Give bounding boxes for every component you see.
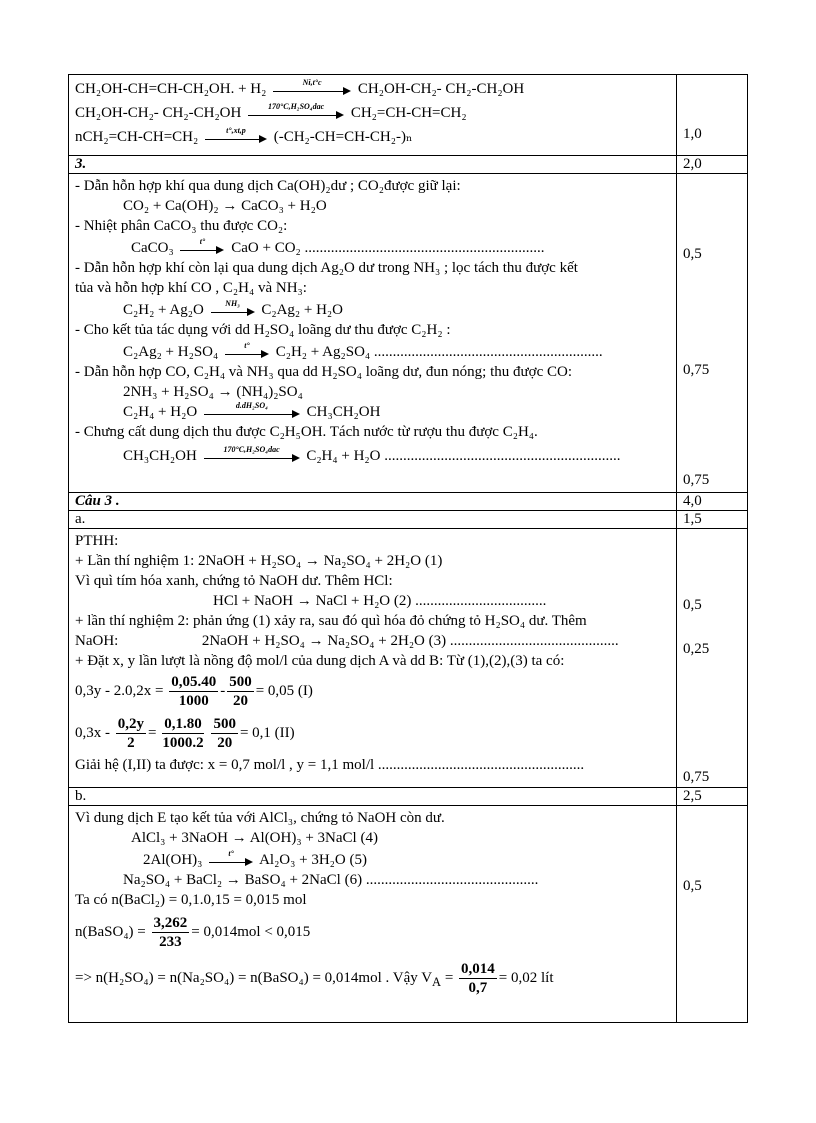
equation-line	[75, 342, 670, 362]
score-cell	[677, 529, 748, 788]
equation-text: = 0,05 (I)	[255, 683, 313, 699]
question-title: Câu 3 .	[75, 493, 120, 509]
product-text: C₂H₄ + H₂O ...............................................................	[306, 448, 621, 464]
content-cell	[69, 788, 677, 806]
equation-line	[75, 402, 670, 422]
equation-line	[75, 850, 670, 870]
fraction	[211, 715, 238, 752]
equation-text: n(BaSO₄) =	[75, 924, 146, 940]
score-cell	[677, 156, 748, 174]
reactant-text: CH₂OH-CH₂- CH₂-CH₂OH	[75, 105, 242, 121]
equation-line	[75, 711, 670, 755]
fraction	[152, 914, 190, 951]
table-row	[69, 156, 748, 174]
reactant-text: C₂Ag₂ + H₂SO₄	[123, 344, 219, 360]
content-cell	[69, 511, 677, 529]
numerator: 3,262	[153, 915, 188, 932]
equation-line: CO₂ + Ca(OH)₂ → CaCO₃ + H₂O	[123, 198, 327, 214]
text-line: + lần thí nghiệm 2: phản ứng (1) xảy ra, sau đó quì hóa đỏ chứng tỏ H₂SO₄ dư. Thêm	[75, 613, 587, 629]
numerator: 0,2y	[117, 716, 144, 733]
content-cell	[69, 75, 677, 156]
score-value: 1,0	[683, 125, 702, 142]
fraction	[459, 960, 497, 997]
table-row	[69, 174, 748, 493]
fraction	[227, 673, 254, 710]
part-title: a.	[75, 511, 86, 527]
equation-line	[75, 910, 670, 954]
reaction-arrow-icon	[211, 298, 255, 317]
reactant-text: C₂H₂ + Ag₂O	[123, 302, 204, 318]
score-value: 1,5	[683, 511, 702, 527]
fraction	[162, 715, 204, 752]
reaction-condition: NH₃	[225, 298, 240, 308]
reaction-arrow-icon	[248, 101, 344, 120]
table-row	[69, 788, 748, 806]
equation-line	[75, 954, 670, 1006]
reaction-condition: Ni,t°c	[302, 77, 322, 87]
section-title: 3.	[75, 156, 87, 172]
reactant-text: nCH₂=CH-CH=CH₂	[75, 129, 199, 145]
table-row	[69, 493, 748, 511]
score-value: 0,75	[683, 769, 710, 785]
text-line: - Dẫn hỗn hợp khí qua dung dịch Ca(OH)₂dư ; CO₂được giữ lại:	[75, 178, 461, 194]
numerator: 0,05.40	[171, 674, 217, 691]
score-cell	[677, 788, 748, 806]
reaction-condition: t°	[199, 236, 206, 246]
denominator: 1000.2	[162, 735, 204, 752]
equation-text: = 0,1 (II)	[239, 725, 295, 741]
text-line: Ta có n(BaCl₂) = 0,1.0,15 = 0,015 mol	[75, 892, 307, 908]
content-cell	[69, 493, 677, 511]
content-cell	[69, 529, 677, 788]
answer-key-table	[68, 74, 748, 1023]
equation-text: 0,3x -	[75, 725, 110, 741]
product-text: C₂H₂ + Ag₂SO₄ .............................................................	[275, 344, 603, 360]
content-cell	[69, 806, 677, 1023]
table-row	[69, 806, 748, 1023]
equation-line	[75, 103, 670, 123]
table-row	[69, 529, 748, 788]
score-column	[683, 806, 741, 1020]
denominator: 1000	[178, 693, 209, 710]
text-line: - Dẫn hỗn hợp khí còn lại qua dung dịch Ag₂O dư trong NH₃ ; lọc tách thu được kết	[75, 260, 578, 276]
score-cell	[677, 511, 748, 529]
score-column	[683, 529, 741, 785]
product-text: CaO + CO₂ ................................................................	[231, 240, 545, 256]
text-line: Giải hệ (I,II) ta được: x = 0,7 mol/l , y = 1,1 mol/l .......................................................	[75, 757, 585, 773]
equation-text: => n(H₂SO₄) = n(Na₂SO₄) = n(BaSO₄) = 0,014mol . Vậy V	[75, 970, 433, 986]
reaction-condition: 170°C,H₂SO₄dac	[223, 444, 280, 454]
text-line: + Đặt x, y lần lượt là nồng độ mol/l của dung dịch A và dd B: Từ (1),(2),(3) ta có:	[75, 653, 565, 669]
content-cell	[69, 174, 677, 493]
equation-text: 0,3y - 2.0,2x =	[75, 683, 164, 699]
reaction-arrow-icon	[204, 444, 300, 463]
text-line: Vì dung dịch E tạo kết tủa với AlCl₃, chứng tỏ NaOH còn dư.	[75, 810, 445, 826]
part-title: b.	[75, 788, 87, 804]
table-row	[69, 511, 748, 529]
score-value: 2,5	[683, 788, 702, 804]
text-line: - Chưng cất dung dịch thu được C₂H₅OH. Tách nước từ rượu thu được C₂H₄.	[75, 424, 538, 440]
equation-line: Na₂SO₄ + BaCl₂ → BaSO₄ + 2NaCl (6) ..............................................	[123, 872, 539, 888]
product-text: CH₂=CH-CH=CH₂	[350, 105, 467, 121]
score-cell	[677, 806, 748, 1023]
reaction-arrow-icon	[205, 125, 267, 144]
denominator: 20	[232, 693, 248, 710]
score-cell	[677, 493, 748, 511]
equation-line	[75, 300, 670, 320]
reaction-condition: d.dH₂SO₄	[235, 400, 268, 410]
denominator: 0,7	[468, 980, 488, 997]
equation-line	[75, 631, 670, 651]
operator: =	[148, 725, 157, 741]
reaction-condition: t°	[244, 340, 250, 350]
score-column	[683, 174, 741, 490]
score-value: 0,5	[683, 246, 702, 262]
product-text: CH₃CH₂OH	[306, 404, 381, 420]
equation-line	[75, 79, 670, 99]
equation-text: 2NaOH + H₂SO₄ → Na₂SO₄ + 2H₂O (3) .............................................	[201, 633, 619, 649]
text-line: PTHH:	[75, 533, 119, 549]
equation-line: 2NH₃ + H₂SO₄ → (NH₄)₂SO₄	[123, 384, 303, 400]
product-text: CH₂OH-CH₂- CH₂-CH₂OH	[357, 81, 525, 97]
text-line: + Lần thí nghiệm 1: 2NaOH + H₂SO₄ → Na₂SO₄ + 2H₂O (1)	[75, 553, 443, 569]
product-text: (-CH₂-CH=CH-CH₂-)ₙ	[273, 129, 413, 145]
reactant-text: CaCO₃	[131, 240, 174, 256]
denominator: 2	[127, 735, 135, 752]
text-line: - Cho kết tủa tác dụng với dd H₂SO₄ loãng dư thu được C₂H₂ :	[75, 322, 451, 338]
equation-line	[75, 127, 670, 147]
score-value: 0,75	[683, 472, 710, 488]
reaction-condition: 170°C,H₂SO₄dac	[268, 101, 325, 111]
reaction-condition: t°,xt,p	[226, 125, 246, 135]
reaction-arrow-icon	[209, 848, 253, 867]
reactant-text: CH₃CH₂OH	[123, 448, 197, 464]
numerator: 0,014	[461, 961, 495, 978]
numerator: 0,1.80	[164, 716, 202, 733]
denominator: 233	[159, 934, 182, 951]
score-value: 0,75	[683, 362, 710, 378]
reaction-arrow-icon	[225, 340, 269, 359]
equation-line	[75, 238, 670, 258]
text-line: tủa và hỗn hợp khí CO , C₂H₄ và NH₃:	[75, 280, 307, 296]
text-line: - Nhiệt phân CaCO₃ thu được CO₂:	[75, 218, 288, 234]
score-cell	[677, 75, 748, 156]
reactant-text: 2Al(OH)₃	[143, 852, 203, 868]
score-cell	[677, 174, 748, 493]
score-value: 0,25	[683, 641, 710, 657]
reactant-text: C₂H₄ + H₂O	[123, 404, 198, 420]
operator: =	[441, 970, 454, 986]
text-line: - Dẫn hỗn hợp CO, C₂H₄ và NH₃ qua dd H₂SO₄ loãng dư, đun nóng; thu được CO:	[75, 364, 572, 380]
fraction	[116, 715, 146, 752]
equation-text: = 0,02 lít	[498, 970, 554, 986]
content-cell	[69, 156, 677, 174]
numerator: 500	[213, 716, 236, 733]
operator: -	[220, 683, 226, 699]
equation-line: HCl + NaOH → NaCl + H₂O (2) ...................................	[213, 593, 547, 609]
fraction	[169, 673, 218, 710]
reactant-text: CH₂OH-CH=CH-CH₂OH. + H₂	[75, 81, 267, 97]
equation-text: = 0,014mol < 0,015	[191, 924, 311, 940]
equation-line	[75, 446, 670, 466]
reaction-condition: t°	[228, 848, 234, 858]
product-text: C₂Ag₂ + H₂O	[261, 302, 343, 318]
score-value: 4,0	[683, 493, 702, 509]
subscript: A	[432, 975, 442, 989]
equation-line	[75, 671, 670, 711]
score-value: 0,5	[683, 878, 702, 894]
reaction-arrow-icon	[180, 236, 224, 255]
score-value: 0,5	[683, 597, 702, 613]
table-row	[69, 75, 748, 156]
reaction-arrow-icon	[204, 400, 300, 419]
text-line: Vì quì tím hóa xanh, chứng tỏ NaOH dư. Thêm HCl:	[75, 573, 393, 589]
denominator: 20	[217, 735, 233, 752]
reaction-arrow-icon	[273, 77, 351, 96]
text-label: NaOH:	[75, 633, 119, 649]
product-text: Al₂O₃ + 3H₂O (5)	[259, 852, 367, 868]
numerator: 500	[229, 674, 252, 691]
score-value: 2,0	[683, 156, 702, 172]
equation-line: AlCl₃ + 3NaOH → Al(OH)₃ + 3NaCl (4)	[131, 830, 378, 846]
